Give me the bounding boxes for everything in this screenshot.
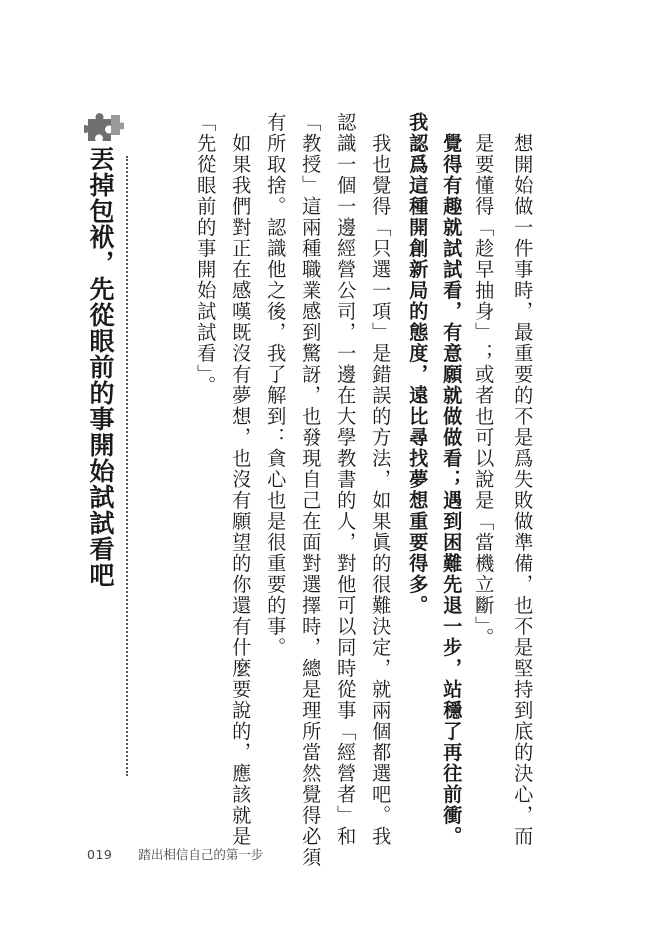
paragraph-column: 認識一個一邊經營公司，一邊在大學教書的人，對他可以同時從事「經營者」和 bbox=[334, 112, 358, 847]
page-number: 019 bbox=[87, 847, 113, 862]
paragraph-column: 有所取捨。認識他之後，我了解到：貪心也是很重要的事。 bbox=[264, 112, 288, 658]
paragraph-column: 想開始做一件事時，最重要的不是爲失敗做準備，也不是堅持到底的決心，而 bbox=[511, 133, 535, 847]
book-title: 踏出相信自己的第一步 bbox=[138, 847, 264, 862]
dotted-divider bbox=[126, 156, 128, 776]
paragraph-column: 我也覺得「只選一項」是錯誤的方法，如果眞的很難決定，就兩個都選吧。我 bbox=[369, 133, 393, 847]
puzzle-piece-icon bbox=[84, 109, 124, 143]
chapter-heading: 丟掉包袱，先從眼前的事開始試試看吧 bbox=[86, 146, 115, 588]
paragraph-column: 是要懂得「趁早抽身」；或者也可以說是「當機立斷」。 bbox=[472, 133, 496, 649]
paragraph-column: 「先從眼前的事開始試試看」。 bbox=[194, 112, 218, 397]
paragraph-column: 「教授」這兩種職業感到驚訝，也發現自己在面對選擇時，總是理所當然覺得必須 bbox=[299, 112, 323, 868]
paragraph-column: 如果我們對正在感嘆既沒有夢想，也沒有願望的你還有什麼要說的，應該就是 bbox=[229, 133, 253, 847]
page-footer bbox=[87, 845, 263, 863]
paragraph-column-bold: 覺得有趣就試試看，有意願就做做看；遇到困難先退一步，站穩了再往前衝。 bbox=[440, 133, 464, 847]
paragraph-column-bold: 我認爲這種開創新局的態度，遠比尋找夢想重要得多。 bbox=[406, 112, 430, 616]
